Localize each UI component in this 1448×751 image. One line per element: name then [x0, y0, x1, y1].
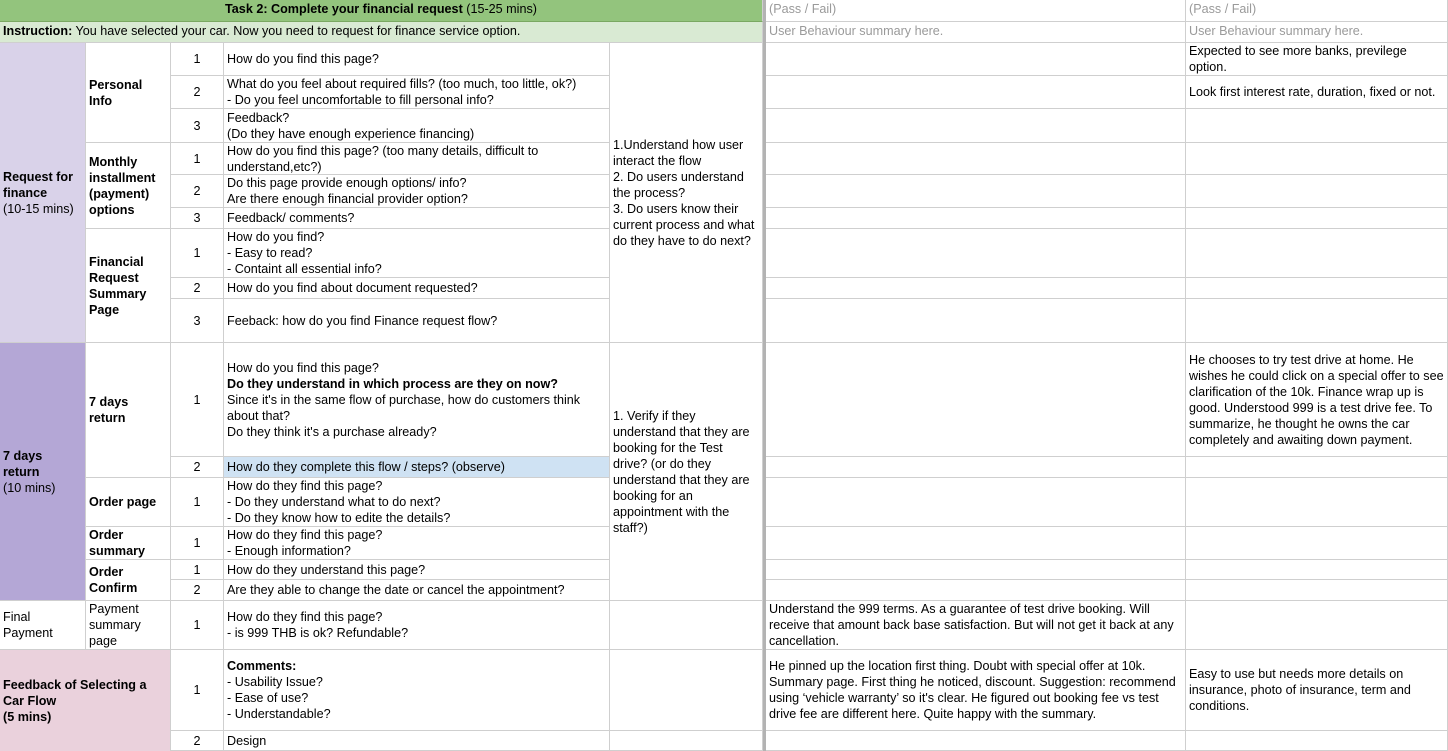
question-line: Since it's in the same flow of purchase, how do customers think about that? Do they think it's a purchase already? [227, 392, 581, 439]
subsection-personal-info: Personal Info [86, 43, 171, 143]
subsection-payment-summary: Payment summary page [86, 601, 171, 650]
row-number: 1 [171, 527, 224, 560]
subsection-order-confirm: Order Confirm [86, 560, 171, 601]
row-number: 2 [171, 580, 224, 601]
column-separator [763, 0, 766, 751]
result-e-cell [1186, 457, 1448, 478]
section-seven-days-return [0, 343, 86, 601]
result-e-cell [1186, 560, 1448, 580]
result-e-cell [1186, 143, 1448, 175]
result-e-cell [1186, 580, 1448, 601]
result-e-cell [1186, 175, 1448, 208]
result-d-cell [766, 478, 1186, 527]
section-request-for-finance [0, 43, 86, 343]
result-e-cell [1186, 299, 1448, 343]
question-cell: How do you find? - Easy to read? - Containt all essential info? [224, 229, 610, 278]
section-title: Request for finance [3, 169, 73, 200]
subsection-seven-days: 7 days return [86, 343, 171, 478]
result-d-cell [766, 76, 1186, 109]
col-e-result-header: (Pass / Fail) [1186, 0, 1448, 22]
row-number: 1 [171, 560, 224, 580]
result-d-cell [766, 580, 1186, 601]
goal-cell-empty [610, 601, 763, 650]
result-d-cell [766, 278, 1186, 299]
row-number: 2 [171, 175, 224, 208]
section-final-payment: Final Payment [0, 601, 86, 650]
question-cell [224, 343, 610, 457]
question-line-bold: Do they understand in which process are they on now? [227, 376, 558, 391]
row-number: 3 [171, 299, 224, 343]
question-cell: What do you feel about required fills? (too much, too little, ok?) - Do you feel uncomfortable to fill personal info? [224, 76, 610, 109]
instruction-cell [0, 22, 763, 43]
result-e-cell [1186, 208, 1448, 229]
result-e-seven-days: He chooses to try test drive at home. He wishes he could click on a special offer to see clarification of the 10k. Finance wrap up is good. Understood 999 is a test drive fee. To summarize, he thought he owns the car completely and awaiting down payment. [1186, 343, 1448, 457]
result-d-cell [766, 527, 1186, 560]
result-d-cell [766, 208, 1186, 229]
question-cell: Design [224, 731, 610, 751]
result-d-cell [766, 43, 1186, 76]
row-number: 1 [171, 143, 224, 175]
goal-cell-empty [610, 650, 763, 731]
result-d-cell [766, 229, 1186, 278]
row-number: 3 [171, 109, 224, 143]
result-e-required-fills: Look first interest rate, duration, fixed or not. [1186, 76, 1448, 109]
question-cell [224, 650, 610, 731]
col-d-summary-header: User Behaviour summary here. [766, 22, 1186, 43]
result-d-cell [766, 731, 1186, 751]
question-cell: How do they understand this page? [224, 560, 610, 580]
question-cell-highlighted: How do they complete this flow / steps? (observe) [224, 457, 610, 478]
result-d-cell [766, 299, 1186, 343]
result-d-cell [766, 143, 1186, 175]
instruction-text: You have selected your car. Now you need to request for finance service option. [75, 24, 521, 38]
goal-cell-finance: 1.Understand how user interact the flow 2. Do users understand the process? 3. Do users know their current process and what do they have to do next? [610, 43, 763, 343]
row-number: 1 [171, 650, 224, 731]
question-line: How do you find this page? [227, 360, 379, 375]
row-number: 1 [171, 343, 224, 457]
result-d-feedback: He pinned up the location first thing. Doubt with special offer at 10k. Summary page. First thing he noticed, discount. Suggestion: recommend using ‘vehicle warranty’ so it's clear. He figured out booking fee vs test drive fee are different here. Quite happy with the summary. [766, 650, 1186, 731]
question-cell: Feedback/ comments? [224, 208, 610, 229]
question-cell: Do this page provide enough options/ info? Are there enough financial provider option? [224, 175, 610, 208]
row-number: 2 [171, 278, 224, 299]
result-d-cell [766, 457, 1186, 478]
question-cell: Feedback? (Do they have enough experience financing) [224, 109, 610, 143]
section-feedback [0, 650, 171, 751]
section-time: (10 mins) [3, 480, 56, 495]
subsection-order-summary: Order summary [86, 527, 171, 560]
result-e-cell [1186, 601, 1448, 650]
result-e-cell [1186, 478, 1448, 527]
row-number: 3 [171, 208, 224, 229]
question-cell: How do they find this page? - Enough information? [224, 527, 610, 560]
result-e-cell [1186, 229, 1448, 278]
result-e-personal-info: Expected to see more banks, previlege option. [1186, 43, 1448, 76]
question-cell: How do you find this page? (too many details, difficult to understand,etc?) [224, 143, 610, 175]
goal-cell-seven-days: 1. Verify if they understand that they are booking for the Test drive? (or do they understand that they are booking for an appointment with the staff?) [610, 343, 763, 601]
result-d-cell [766, 175, 1186, 208]
task-title-cell [0, 0, 763, 22]
row-number: 1 [171, 43, 224, 76]
section-time: (10-15 mins) [3, 201, 74, 216]
row-number: 1 [171, 478, 224, 527]
row-number: 2 [171, 76, 224, 109]
row-number: 2 [171, 457, 224, 478]
section-time: (5 mins) [3, 709, 52, 724]
question-cell: Are they able to change the date or cancel the appointment? [224, 580, 610, 601]
result-d-cell [766, 560, 1186, 580]
task-title: Task 2: Complete your financial request [225, 2, 463, 16]
question-cell: How do you find about document requested? [224, 278, 610, 299]
result-d-cell [766, 343, 1186, 457]
comments-label: Comments: [227, 659, 297, 673]
result-d-final-payment: Understand the 999 terms. As a guarantee of test drive booking. Will receive that amount back base satisfaction. But will not get it back at any cancellation. [766, 601, 1186, 650]
col-e-summary-header: User Behaviour summary here. [1186, 22, 1448, 43]
comments-items: - Usability Issue? - Ease of use? - Understandable? [227, 675, 331, 721]
question-cell: Feeback: how do you find Finance request flow? [224, 299, 610, 343]
row-number: 2 [171, 731, 224, 751]
goal-cell-empty [610, 731, 763, 751]
subsection-monthly-installment: Monthly installment (payment) options [86, 143, 171, 229]
row-number: 1 [171, 229, 224, 278]
question-cell: How do they find this page? - is 999 THB is ok? Refundable? [224, 601, 610, 650]
section-title: Feedback of Selecting a Car Flow [3, 677, 147, 708]
result-e-feedback: Easy to use but needs more details on insurance, photo of insurance, term and conditions. [1186, 650, 1448, 731]
question-cell: How do you find this page? [224, 43, 610, 76]
task-time: (15-25 mins) [466, 2, 537, 16]
subsection-order-page: Order page [86, 478, 171, 527]
instruction-label: Instruction: [3, 24, 73, 38]
row-number: 1 [171, 601, 224, 650]
result-e-cell [1186, 278, 1448, 299]
result-d-cell [766, 109, 1186, 143]
section-title: 7 days return [3, 448, 43, 479]
result-e-cell [1186, 731, 1448, 751]
result-e-cell [1186, 527, 1448, 560]
result-e-cell [1186, 109, 1448, 143]
col-d-result-header: (Pass / Fail) [766, 0, 1186, 22]
subsection-financial-summary: Financial Request Summary Page [86, 229, 171, 343]
question-cell: How do they find this page? - Do they understand what to do next? - Do they know how to edite the details? [224, 478, 610, 527]
